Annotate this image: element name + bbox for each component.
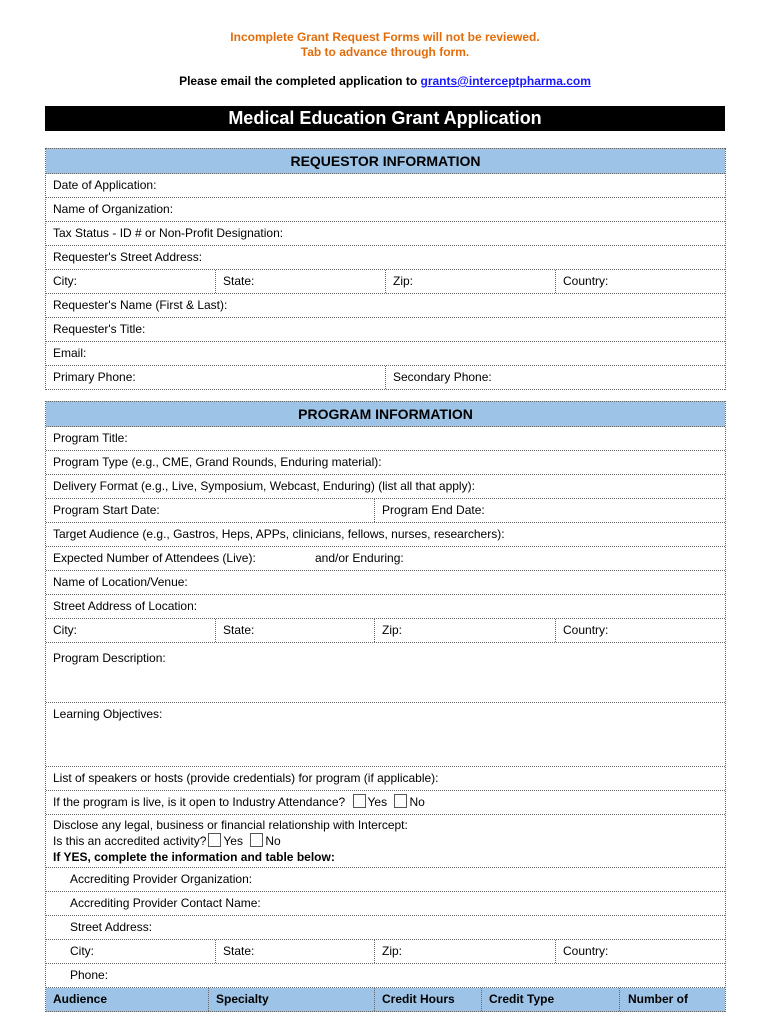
industry-no-checkbox[interactable]: [394, 794, 407, 808]
provider-state-field[interactable]: State:: [215, 940, 374, 963]
title-label: Requester's Title:: [53, 322, 146, 336]
program-dates-row: [46, 499, 725, 523]
objectives-label: Learning Objectives:: [53, 707, 163, 721]
requestor-section: [45, 148, 726, 390]
industry-yes-label: Yes: [367, 795, 388, 809]
provider-country-field[interactable]: Country:: [555, 940, 725, 963]
provider-phone-label: Phone:: [70, 968, 109, 982]
program-section: [45, 401, 726, 1012]
street-label: Requester's Street Address:: [53, 250, 203, 264]
organization-field[interactable]: [46, 198, 725, 222]
requestor-heading: REQUESTOR INFORMATION: [46, 148, 725, 174]
program-type-label: Program Type (e.g., CME, Grand Rounds, Enduring material):: [53, 455, 382, 469]
col-credit-hours: Credit Hours: [374, 988, 481, 1011]
accredited-yes-checkbox[interactable]: [208, 833, 221, 847]
col-credit-type: Credit Type: [481, 988, 619, 1011]
end-date-field[interactable]: Program End Date:: [374, 499, 725, 522]
if-yes-instruction: If YES, complete the information and table below:: [53, 850, 335, 864]
provider-org-label: Accrediting Provider Organization:: [70, 872, 253, 886]
disclosure-block: [46, 815, 725, 868]
industry-question: If the program is live, is it open to Industry Attendance?: [53, 795, 346, 809]
provider-street-field[interactable]: [46, 916, 725, 940]
email-prefix: Please email the completed application to: [179, 74, 421, 88]
location-zip-field[interactable]: Zip:: [374, 619, 555, 642]
date-of-application-field[interactable]: [46, 174, 725, 198]
col-number-of: Number of: [619, 988, 725, 1011]
target-audience-field[interactable]: [46, 523, 725, 547]
learning-objectives-field[interactable]: [46, 703, 725, 767]
accredited-no-label: No: [265, 834, 281, 848]
phone-row: [46, 366, 725, 390]
program-title-label: Program Title:: [53, 431, 128, 445]
location-address-row: [46, 619, 725, 643]
email-instruction: [0, 74, 770, 88]
provider-phone-field[interactable]: [46, 964, 725, 988]
accredited-yes-label: Yes: [223, 834, 243, 848]
location-city-field[interactable]: City:: [53, 623, 77, 637]
location-street-field[interactable]: [46, 595, 725, 619]
secondary-phone-field[interactable]: Secondary Phone:: [385, 366, 725, 389]
tab-instruction: Tab to advance through form.: [300, 45, 470, 59]
accredited-line: [53, 833, 718, 849]
provider-contact-field[interactable]: [46, 892, 725, 916]
industry-no-label: No: [409, 795, 425, 809]
email-link[interactable]: grants@interceptpharma.com: [420, 74, 591, 88]
delivery-format-field[interactable]: [46, 475, 725, 499]
location-country-field[interactable]: Country:: [555, 619, 725, 642]
venue-label: Name of Location/Venue:: [53, 575, 188, 589]
program-heading: PROGRAM INFORMATION: [46, 401, 725, 427]
location-state-field[interactable]: State:: [215, 619, 374, 642]
industry-yes-checkbox[interactable]: [353, 794, 366, 808]
zip-field[interactable]: Zip:: [385, 270, 555, 293]
venue-field[interactable]: [46, 571, 725, 595]
street-address-field[interactable]: [46, 246, 725, 270]
program-type-field[interactable]: [46, 451, 725, 475]
attendees-row: [46, 547, 725, 571]
state-field[interactable]: State:: [215, 270, 385, 293]
attendees-enduring-field[interactable]: and/or Enduring:: [315, 551, 404, 565]
provider-street-label: Street Address:: [70, 920, 153, 934]
city-field[interactable]: City:: [53, 274, 77, 288]
delivery-label: Delivery Format (e.g., Live, Symposium, Webcast, Enduring) (list all that apply):: [53, 479, 475, 493]
disclose-label[interactable]: Disclose any legal, business or financial relationship with Intercept:: [53, 818, 408, 832]
incomplete-warning: Incomplete Grant Request Forms will not be reviewed.: [230, 30, 540, 44]
requester-name-field[interactable]: [46, 294, 725, 318]
speakers-label: List of speakers or hosts (provide credentials) for program (if applicable):: [53, 771, 439, 785]
industry-attendance-line: [46, 791, 425, 814]
accredited-question: Is this an accredited activity?: [53, 834, 207, 848]
description-label: Program Description:: [53, 651, 166, 665]
col-specialty: Specialty: [208, 988, 374, 1011]
credit-table-header: [46, 988, 725, 1012]
name-label: Requester's Name (First & Last):: [53, 298, 228, 312]
provider-city-field[interactable]: City:: [70, 944, 94, 958]
program-title-field[interactable]: [46, 427, 725, 451]
primary-phone-field[interactable]: Primary Phone:: [53, 370, 136, 384]
requester-title-field[interactable]: [46, 318, 725, 342]
email-label: Email:: [53, 346, 87, 360]
address-row: [46, 270, 725, 294]
audience-label: Target Audience (e.g., Gastros, Heps, APPs, clinicians, fellows, nurses, researchers):: [53, 527, 505, 541]
provider-address-row: [46, 940, 725, 964]
org-label: Name of Organization:: [53, 202, 174, 216]
program-description-field[interactable]: [46, 643, 725, 703]
form-title: Medical Education Grant Application: [45, 106, 725, 131]
start-date-field[interactable]: Program Start Date:: [53, 503, 160, 517]
provider-zip-field[interactable]: Zip:: [374, 940, 555, 963]
location-street-label: Street Address of Location:: [53, 599, 198, 613]
accredited-no-checkbox[interactable]: [250, 833, 263, 847]
date-label: Date of Application:: [53, 178, 157, 192]
col-audience: Audience: [53, 992, 108, 1006]
speakers-field[interactable]: [46, 767, 725, 791]
industry-attendance-row: [46, 791, 725, 815]
provider-contact-label: Accrediting Provider Contact Name:: [70, 896, 261, 910]
tax-label: Tax Status - ID # or Non-Profit Designation:: [53, 226, 284, 240]
provider-org-field[interactable]: [46, 868, 725, 892]
tax-status-field[interactable]: [46, 222, 725, 246]
email-field[interactable]: [46, 342, 725, 366]
attendees-live-field[interactable]: Expected Number of Attendees (Live):: [53, 551, 256, 565]
country-field[interactable]: Country:: [555, 270, 725, 293]
